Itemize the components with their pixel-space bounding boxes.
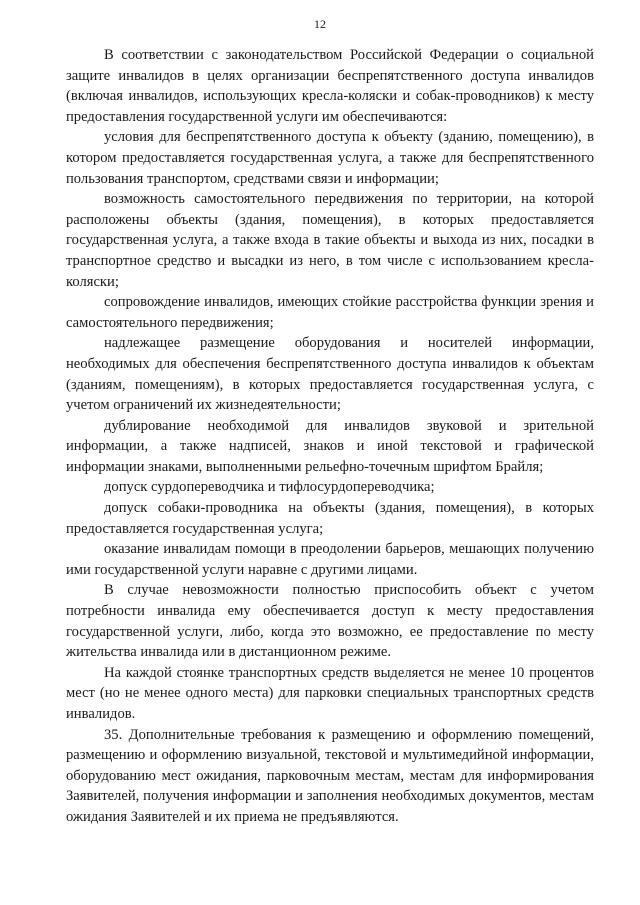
paragraph-sign-interpreter: допуск сурдопереводчика и тифлосурдопереводчика; xyxy=(104,479,435,496)
paragraph-intro: В соответствии с законодательством Российской Федерации о социальной защите инвалидов в целях организации беспрепятственного доступа инвалидов (включая инвалидов, использующих кресла-коляски и собак-проводников) к месту предоставления государственной услуги им обеспечиваются: xyxy=(66,47,594,125)
paragraph-escort: сопровождение инвалидов, имеющих стойкие расстройства функции зрения и самостоятельного передвижения; xyxy=(66,294,594,331)
paragraph-braille-duplication: дублирование необходимой для инвалидов звуковой и зрительной информации, а также надписей, знаков и иной текстовой и графической информации знаками, выполненными рельефно-точечным шрифтом Брайля; xyxy=(66,417,594,475)
document-body xyxy=(66,45,594,828)
paragraph-guide-dog: допуск собаки-проводника на объекты (здания, помещения), в которых предоставляется государственная услуга; xyxy=(66,500,594,537)
paragraph-remote-service: В случае невозможности полностью приспособить объект с учетом потребности инвалида ему обеспечивается доступ к месту предоставления государственной услуги, либо, когда это возможно, ее предоставление по месту жительства инвалида или в дистанционном режиме. xyxy=(66,582,594,661)
paragraph-section-35: 35. Дополнительные требования к размещению и оформлению помещений, размещению и оформлению визуальной, текстовой и мультимедийной информации, оборудованию мест ожидания, парковочным местам, местам для информирования Заявителей, получения информации и заполнения необходимых документов, местам ожидания Заявителей и их приема не предъявляются. xyxy=(66,726,594,825)
paragraph-independent-movement: возможность самостоятельного передвижения по территории, на которой расположены объекты (здания, помещения), в которых предоставляется государственная услуга, а также входа в такие объекты и выхода из них, посадки в транспортное средство и высадки из него, в том числе с использованием кресла-коляски; xyxy=(66,191,594,290)
paragraph-conditions-access: условия для беспрепятственного доступа к объекту (зданию, помещению), в котором предоставляется государственная услуга, а также для беспрепятственного пользования транспортом, средствами связи и информации; xyxy=(66,129,594,187)
paragraph-equipment-placement: надлежащее размещение оборудования и носителей информации, необходимых для обеспечения беспрепятственного доступа инвалидов к объектам (зданиям, помещениям), в которых предоставляется государственная услуга, с учетом ограничений их жизнедеятельности; xyxy=(66,335,594,414)
paragraph-parking: На каждой стоянке транспортных средств выделяется не менее 10 процентов мест (но не менее одного места) для парковки специальных транспортных средств инвалидов. xyxy=(66,664,594,722)
paragraph-barrier-assistance: оказание инвалидам помощи в преодолении барьеров, мешающих получению ими государственной услуги наравне с другими лицами. xyxy=(66,541,594,578)
page-number: 12 xyxy=(314,17,326,31)
